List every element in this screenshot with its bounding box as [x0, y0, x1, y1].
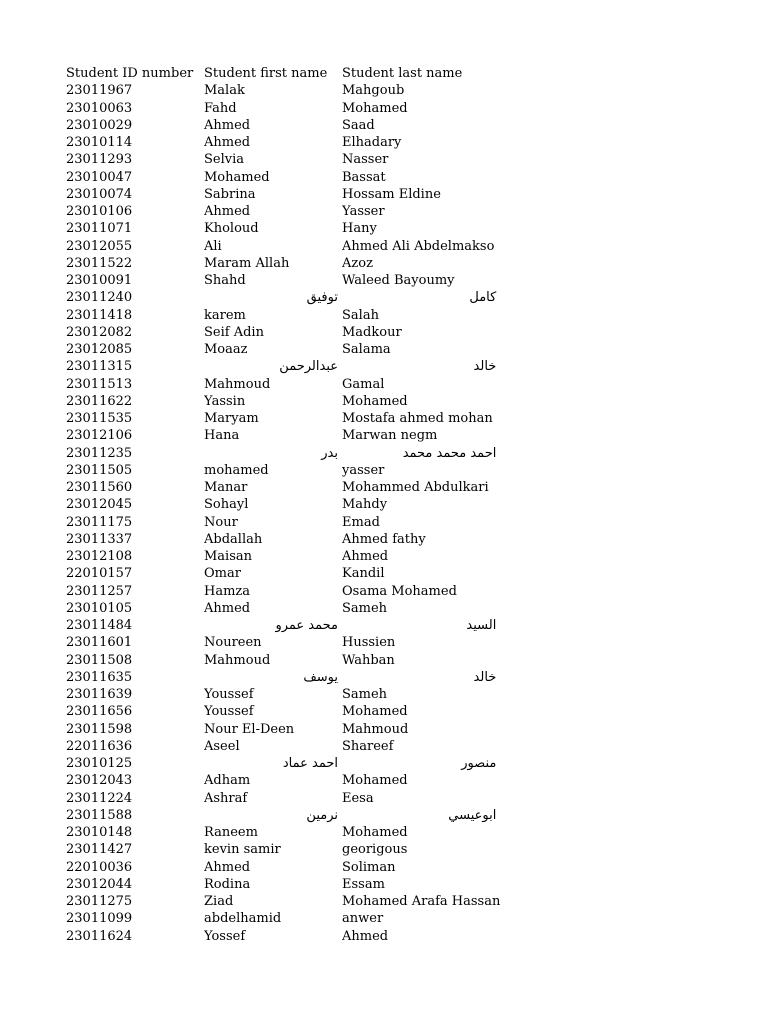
header-student-id: Student ID number [66, 66, 194, 81]
last-name-cell: منصور [461, 756, 497, 771]
table-row [66, 186, 500, 203]
last-name-cell: Mohamed [342, 825, 408, 840]
last-name-cell: yasser [342, 462, 385, 478]
last-name-cell: Mohamed [342, 100, 408, 116]
table-row [66, 427, 500, 444]
first-name-cell: Rodina [204, 876, 251, 892]
last-name-cell: Mahdy [342, 497, 388, 513]
last-name-cell: Mohamed [342, 704, 408, 720]
table-row [66, 876, 500, 893]
last-name-cell: Madkour [342, 324, 402, 340]
student-id-cell: 23010105 [66, 600, 133, 616]
student-id-cell: 23011235 [66, 445, 133, 461]
table-row [66, 686, 500, 703]
last-name-cell: Mohamed [342, 773, 408, 789]
last-name-cell: Yasser [342, 204, 385, 219]
table-row [66, 755, 500, 772]
student-id-cell: 23011635 [66, 669, 133, 685]
table-row [66, 738, 500, 755]
first-name-cell: Ali [204, 238, 222, 254]
student-id-cell: 23012085 [66, 342, 133, 357]
first-name-cell: Seif Adin [204, 324, 264, 340]
last-name-cell: Osama Mohamed [342, 583, 457, 599]
first-name-cell: Hana [204, 428, 240, 444]
first-name-cell: Yossef [204, 928, 246, 944]
first-name-cell: Sabrina [204, 186, 256, 202]
table-row [66, 652, 500, 669]
last-name-cell: Wahban [342, 652, 395, 668]
student-id-cell: 23011337 [66, 531, 133, 547]
first-name-cell: Malak [204, 83, 245, 99]
last-name-cell: Hossam Eldine [342, 186, 441, 202]
first-name-cell: توفيق [306, 290, 338, 306]
table-row [66, 669, 500, 686]
table-row [66, 514, 500, 531]
student-id-cell: 23011315 [66, 359, 133, 375]
student-table [66, 65, 500, 945]
student-rows [66, 82, 500, 945]
last-name-cell: Mohammed Abdulkari [342, 480, 489, 495]
first-name-cell: Ziad [204, 894, 234, 909]
student-id-cell: 23011522 [66, 255, 133, 271]
last-name-cell: Marwan negm [342, 428, 438, 444]
first-name-cell: Mahmoud [204, 376, 271, 392]
first-name-cell: Shahd [204, 273, 246, 288]
table-row [66, 496, 500, 513]
table-row [66, 410, 500, 427]
first-name-cell: Mohamed [204, 169, 270, 185]
student-id-cell: 22010157 [66, 566, 133, 582]
student-id-cell: 23012044 [66, 876, 133, 892]
first-name-cell: Ahmed [204, 204, 251, 219]
first-name-cell: Adham [204, 773, 251, 789]
last-name-cell: السيد [466, 618, 497, 633]
last-name-cell: Mostafa ahmed mohan [342, 411, 493, 426]
first-name-cell: Abdallah [204, 531, 263, 547]
student-id-cell: 23011508 [66, 652, 133, 668]
last-name-cell: Waleed Bayoumy [342, 273, 455, 288]
last-name-cell: خالد [473, 669, 497, 685]
student-id-cell: 23012055 [66, 238, 133, 254]
first-name-cell: محمد عمرو [275, 618, 338, 633]
table-row [66, 307, 500, 324]
last-name-cell: Shareef [342, 738, 394, 754]
first-name-cell: Kholoud [204, 221, 259, 237]
table-row [66, 462, 500, 479]
last-name-cell: Salama [342, 342, 391, 357]
last-name-cell: Soliman [342, 859, 396, 875]
spreadsheet-page [66, 65, 500, 945]
table-row [66, 255, 500, 272]
table-row [66, 238, 500, 255]
table-row [66, 617, 500, 634]
table-row [66, 634, 500, 651]
student-id-cell: 23011427 [66, 842, 133, 858]
table-row [66, 203, 500, 220]
table-row [66, 117, 500, 134]
student-id-cell: 23011967 [66, 83, 133, 99]
last-name-cell: georigous [342, 842, 408, 858]
student-id-cell: 23010106 [66, 204, 133, 219]
table-row [66, 289, 500, 306]
student-id-cell: 23010063 [66, 100, 133, 116]
student-id-cell: 23011275 [66, 894, 133, 909]
student-id-cell: 23012043 [66, 773, 133, 789]
table-row [66, 272, 500, 289]
first-name-cell: Hamza [204, 583, 251, 599]
last-name-cell: Salah [342, 307, 379, 323]
last-name-cell: Elhadary [342, 135, 402, 150]
table-row [66, 824, 500, 841]
first-name-cell: Ahmed [204, 117, 251, 133]
last-name-cell: ابوعيسي [448, 807, 497, 823]
first-name-cell: Noureen [204, 635, 262, 651]
first-name-cell: Youssef [204, 687, 254, 702]
student-id-cell: 23010047 [66, 169, 133, 185]
student-id-cell: 23011175 [66, 514, 133, 530]
first-name-cell: Maram Allah [204, 255, 290, 271]
first-name-cell: Ashraf [204, 790, 248, 806]
student-id-cell: 23011293 [66, 152, 133, 168]
first-name-cell: يوسف [303, 669, 338, 685]
student-id-cell: 23011622 [66, 393, 133, 409]
last-name-cell: Sameh [342, 600, 388, 616]
first-name-cell: mohamed [204, 462, 269, 478]
table-row [66, 445, 500, 462]
last-name-cell: Bassat [342, 169, 386, 185]
table-row [66, 600, 500, 617]
table-row [66, 393, 500, 410]
table-row [66, 151, 500, 168]
table-row [66, 376, 500, 393]
table-row [66, 583, 500, 600]
first-name-cell: Manar [204, 480, 248, 495]
table-row [66, 910, 500, 927]
student-id-cell: 23011099 [66, 911, 133, 927]
student-id-cell: 23010029 [66, 117, 133, 133]
student-id-cell: 23011601 [66, 635, 133, 651]
student-id-cell: 23011535 [66, 411, 133, 426]
first-name-cell: بدر [321, 445, 338, 461]
student-id-cell: 22010036 [66, 859, 133, 875]
last-name-cell: Mahmoud [342, 721, 409, 737]
header-first-name: Student first name [204, 66, 328, 81]
last-name-cell: Kandil [342, 566, 385, 582]
student-id-cell: 23011071 [66, 221, 133, 237]
last-name-cell: Saad [342, 117, 375, 133]
table-row [66, 100, 500, 117]
student-id-cell: 23010125 [66, 756, 133, 771]
student-id-cell: 23011505 [66, 462, 133, 478]
student-id-cell: 23012045 [66, 497, 133, 513]
first-name-cell: Ahmed [204, 135, 251, 150]
student-id-cell: 23011240 [66, 290, 133, 306]
student-id-cell: 23011257 [66, 583, 133, 599]
first-name-cell: Aseel [204, 738, 240, 754]
first-name-cell: Youssef [204, 704, 254, 720]
table-row [66, 790, 500, 807]
table-row [66, 169, 500, 186]
last-name-cell: Hany [342, 221, 377, 237]
first-name-cell: احمد عماد [282, 756, 338, 771]
first-name-cell: Fahd [204, 100, 237, 116]
student-id-cell: 23012108 [66, 549, 133, 564]
table-row [66, 220, 500, 237]
header-row [66, 65, 500, 82]
last-name-cell: anwer [342, 911, 384, 927]
table-row [66, 548, 500, 565]
first-name-cell: Selvia [204, 152, 245, 168]
student-id-cell: 22011636 [66, 738, 133, 754]
table-row [66, 859, 500, 876]
student-id-cell: 23011588 [66, 807, 133, 823]
last-name-cell: خالد [473, 359, 497, 375]
first-name-cell: Omar [204, 566, 241, 582]
student-id-cell: 23011418 [66, 307, 133, 323]
first-name-cell: Ahmed [204, 859, 251, 875]
last-name-cell: Eesa [342, 790, 374, 806]
first-name-cell: Moaaz [204, 342, 248, 357]
last-name-cell: Essam [342, 876, 385, 892]
student-id-cell: 23011560 [66, 480, 133, 495]
table-row [66, 893, 500, 910]
table-row [66, 807, 500, 824]
last-name-cell: Emad [342, 514, 380, 530]
first-name-cell: Nour El-Deen [204, 721, 295, 737]
first-name-cell: Raneem [204, 825, 258, 840]
student-id-cell: 23010114 [66, 135, 133, 150]
last-name-cell: Hussien [342, 635, 396, 651]
student-id-cell: 23012106 [66, 428, 133, 444]
header-last-name: Student last name [342, 66, 463, 81]
last-name-cell: Nasser [342, 152, 389, 168]
table-row [66, 565, 500, 582]
last-name-cell: Ahmed [342, 549, 389, 564]
table-row [66, 134, 500, 151]
table-row [66, 721, 500, 738]
table-row [66, 772, 500, 789]
last-name-cell: Mohamed Arafa Hassan [342, 894, 501, 909]
first-name-cell: kevin samir [204, 842, 281, 858]
student-id-cell: 23011624 [66, 928, 133, 944]
last-name-cell: كامل [469, 290, 497, 306]
last-name-cell: Ahmed fathy [342, 531, 426, 547]
last-name-cell: Azoz [342, 255, 373, 271]
first-name-cell: Yassin [204, 393, 246, 409]
student-id-cell: 23011598 [66, 721, 133, 737]
table-row [66, 928, 500, 945]
table-row [66, 341, 500, 358]
student-id-cell: 23010148 [66, 825, 133, 840]
last-name-cell: Ahmed Ali Abdelmakso [342, 238, 495, 254]
first-name-cell: Maisan [204, 549, 253, 564]
last-name-cell: Ahmed [342, 928, 389, 944]
table-row [66, 324, 500, 341]
table-row [66, 479, 500, 496]
first-name-cell: Nour [204, 514, 238, 530]
last-name-cell: Gamal [342, 376, 385, 392]
first-name-cell: abdelhamid [204, 911, 282, 927]
table-row [66, 841, 500, 858]
table-row [66, 358, 500, 375]
first-name-cell: Sohayl [204, 497, 249, 513]
last-name-cell: Mohamed [342, 393, 408, 409]
student-id-cell: 23011513 [66, 376, 133, 392]
student-id-cell: 23011639 [66, 687, 133, 702]
first-name-cell: Ahmed [204, 600, 251, 616]
table-row [66, 82, 500, 99]
first-name-cell: عبدالرحمن [279, 359, 338, 375]
student-id-cell: 23010091 [66, 273, 133, 288]
first-name-cell: Maryam [204, 411, 259, 426]
student-id-cell: 23012082 [66, 324, 133, 340]
first-name-cell: karem [204, 307, 246, 323]
first-name-cell: Mahmoud [204, 652, 271, 668]
table-row [66, 703, 500, 720]
student-id-cell: 23011484 [66, 618, 133, 633]
last-name-cell: Mahgoub [342, 83, 405, 99]
student-id-cell: 23010074 [66, 186, 133, 202]
last-name-cell: Sameh [342, 687, 388, 702]
student-id-cell: 23011656 [66, 704, 133, 720]
table-row [66, 531, 500, 548]
last-name-cell: احمد محمد محمد [402, 445, 497, 461]
first-name-cell: نرمين [306, 807, 338, 823]
student-id-cell: 23011224 [66, 790, 133, 806]
